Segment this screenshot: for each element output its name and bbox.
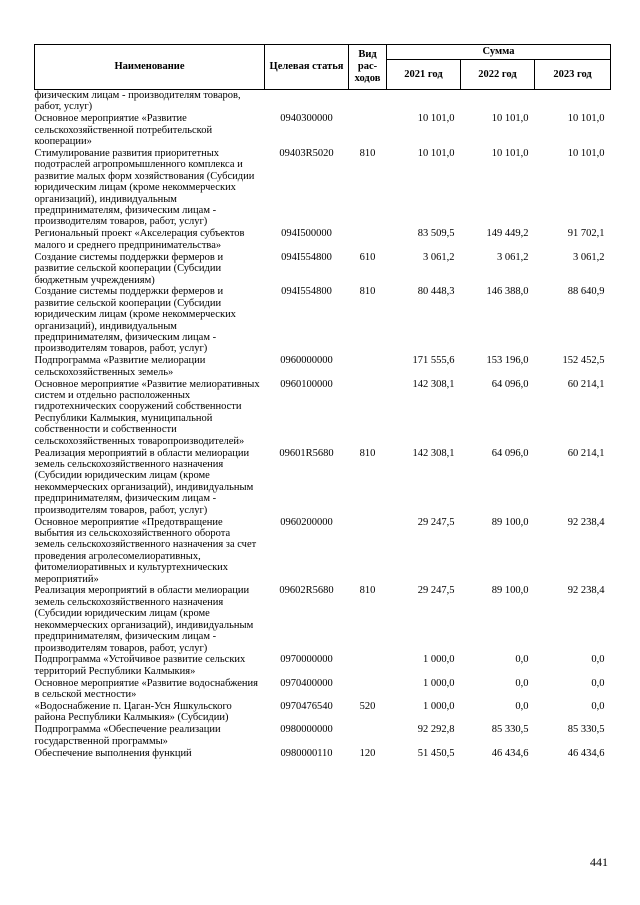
cell-2022: 0,0 xyxy=(515,677,529,689)
cell-name: Стимулирование развития приоритетных подотраслей агропромышленного комплекса и развитие малых форм хозяйствования (Субсидии юридическим лицам (кроме некоммерческих организаций), индивидуальным предпринимателям, физическим лицам - производителям товаров, работ, услуг) xyxy=(34,148,255,228)
cell-2022: 89 100,0 xyxy=(491,585,529,597)
cell-2023: 152 452,5 xyxy=(562,355,605,367)
cell-2021: 171 555,6 xyxy=(412,355,455,367)
cell-2021: 142 308,1 xyxy=(412,378,455,390)
cell-2021: 83 509,5 xyxy=(417,228,455,240)
cell-expense-type xyxy=(349,355,387,378)
cell-name: Создание системы поддержки фермеров и развитие сельской кооперации (Субсидии бюджетным учреждениям) xyxy=(34,251,224,286)
header-2023: 2023 год xyxy=(535,60,611,90)
cell-2022 xyxy=(461,90,535,114)
page-number: 441 xyxy=(590,855,608,869)
cell-code: 0960200000 xyxy=(280,516,333,528)
cell-2022: 10 101,0 xyxy=(491,148,529,160)
cell-expense-type: 810 xyxy=(359,585,376,597)
cell-2021: 29 247,5 xyxy=(417,516,455,528)
table-row xyxy=(35,90,611,114)
cell-name: Основное мероприятие «Развитие мелиоративных систем и отдельно расположенных гидротехнических сооружений собственности Республики Калмыкия, муниципальной собственности и собственности сельскохозяйственных товаропроизводителей» xyxy=(34,378,260,447)
cell-2023: 10 101,0 xyxy=(567,148,605,160)
cell-2022: 153 196,0 xyxy=(486,355,529,367)
table-row xyxy=(35,585,611,654)
cell-2021: 142 308,1 xyxy=(412,447,455,459)
cell-expense-type xyxy=(349,678,387,701)
cell-2022: 10 101,0 xyxy=(491,113,529,125)
cell-name: Реализация мероприятий в области мелиорации земель сельскохозяйственного назначения (Субсидии юридическим лицам (кроме некоммерческих организаций), индивидуальным предпринимателям, физическим лицам - производителям товаров, работ, услуг) xyxy=(34,447,254,516)
cell-2023: 60 214,1 xyxy=(567,378,605,390)
cell-code: 0970000000 xyxy=(280,654,333,666)
table-row xyxy=(35,286,611,355)
cell-2022: 146 388,0 xyxy=(486,286,529,298)
cell-code: 094I554800 xyxy=(281,251,332,263)
cell-2021: 1 000,0 xyxy=(423,654,455,666)
cell-expense-type: 810 xyxy=(359,286,376,298)
cell-expense-type: 610 xyxy=(359,251,376,263)
cell-name: Создание системы поддержки фермеров и развитие сельской кооперации (Субсидии юридическим лицам (кроме некоммерческих организаций), индивидуальным предпринимателям, физическим лицам - производителям товаров, работ, услуг) xyxy=(34,286,236,355)
cell-expense-type: 120 xyxy=(359,747,376,759)
table-row xyxy=(35,517,611,586)
table-body xyxy=(35,90,611,760)
cell-expense-type xyxy=(349,228,387,251)
cell-2022: 3 061,2 xyxy=(497,251,529,263)
cell-2023: 92 238,4 xyxy=(567,585,605,597)
cell-expense-type xyxy=(349,654,387,677)
cell-name: Основное мероприятие «Развитие сельскохозяйственной потребительской кооперации» xyxy=(34,113,213,148)
cell-2022: 85 330,5 xyxy=(491,724,529,736)
cell-code: 0940300000 xyxy=(280,113,333,125)
cell-name: Обеспечение выполнения функций xyxy=(34,747,192,759)
cell-2023: 10 101,0 xyxy=(567,113,605,125)
cell-name: Подпрограмма «Устойчивое развитие сельских территорий Республики Калмыкия» xyxy=(34,654,246,677)
cell-code: 0980000110 xyxy=(280,747,333,759)
cell-code: 0970400000 xyxy=(280,677,333,689)
cell-2022: 46 434,6 xyxy=(491,747,529,759)
table-row xyxy=(35,654,611,677)
budget-table-page xyxy=(34,44,610,760)
cell-2023: 0,0 xyxy=(591,677,605,689)
table-row xyxy=(35,355,611,378)
cell-expense-type: 810 xyxy=(359,447,376,459)
table-row xyxy=(35,748,611,760)
cell-2023 xyxy=(535,90,611,114)
table-row xyxy=(35,113,611,148)
table-row xyxy=(35,379,611,448)
cell-name: Подпрограмма «Обеспечение реализации государственной программы» xyxy=(34,724,221,747)
cell-2021: 29 247,5 xyxy=(417,585,455,597)
cell-expense-type xyxy=(349,90,387,114)
cell-name: Реализация мероприятий в области мелиорации земель сельскохозяйственного назначения (Субсидии юридическим лицам (кроме некоммерческих организаций), индивидуальным предпринимателям, физическим лицам - производителям товаров, работ, услуг) xyxy=(34,585,254,654)
cell-code: 09602R5680 xyxy=(279,585,334,597)
cell-name: Основное мероприятие «Предотвращение выбытия из сельскохозяйственного оборота земель сельскохозяйственного назначения за счет проведения агролесомелиоративных, фитомелиоративных и культуртехнических мероприятий» xyxy=(34,516,257,585)
cell-expense-type: 810 xyxy=(359,148,376,160)
header-type: Вид рас-ходов xyxy=(349,45,387,90)
cell-code: 09403R5020 xyxy=(279,148,334,160)
cell-2023: 91 702,1 xyxy=(567,228,605,240)
header-code: Целевая статья xyxy=(265,45,349,90)
header-name: Наименование xyxy=(35,45,265,90)
cell-2022: 0,0 xyxy=(515,701,529,713)
cell-2022: 149 449,2 xyxy=(486,228,529,240)
cell-name: Подпрограмма «Развитие мелиорации сельскохозяйственных земель» xyxy=(34,355,206,378)
cell-2021: 1 000,0 xyxy=(423,701,455,713)
header-2021: 2021 год xyxy=(387,60,461,90)
cell-2022: 89 100,0 xyxy=(491,516,529,528)
cell-2023: 60 214,1 xyxy=(567,447,605,459)
cell-2021: 92 292,8 xyxy=(417,724,455,736)
cell-2021: 10 101,0 xyxy=(417,113,455,125)
cell-2023: 0,0 xyxy=(591,701,605,713)
cell-name: Региональный проект «Акселерация субъектов малого и среднего предпринимательства» xyxy=(34,228,245,251)
cell-2023: 0,0 xyxy=(591,654,605,666)
cell-2021: 1 000,0 xyxy=(423,677,455,689)
cell-code: 094I554800 xyxy=(281,286,332,298)
cell-code: 0980000000 xyxy=(280,724,333,736)
cell-2021: 51 450,5 xyxy=(417,747,455,759)
table-row xyxy=(35,678,611,701)
table-row xyxy=(35,148,611,228)
cell-2023: 3 061,2 xyxy=(573,251,605,263)
table-row xyxy=(35,701,611,724)
cell-expense-type xyxy=(349,113,387,148)
table-row xyxy=(35,252,611,287)
cell-code: 094I500000 xyxy=(281,228,332,240)
cell-code: 09601R5680 xyxy=(279,447,334,459)
cell-code: 0960000000 xyxy=(280,355,333,367)
cell-2022: 64 096,0 xyxy=(491,378,529,390)
cell-code: 0960100000 xyxy=(280,378,333,390)
cell-2023: 88 640,9 xyxy=(567,286,605,298)
cell-2021: 3 061,2 xyxy=(423,251,455,263)
table-header xyxy=(35,45,611,90)
cell-code: 0970476540 xyxy=(280,701,333,713)
table-row xyxy=(35,724,611,747)
header-2022: 2022 год xyxy=(461,60,535,90)
cell-2023: 92 238,4 xyxy=(567,516,605,528)
cell-expense-type xyxy=(349,379,387,448)
cell-code xyxy=(265,90,349,114)
cell-name: Основное мероприятие «Развитие водоснабжения в сельской местности» xyxy=(34,677,258,701)
cell-name: физическим лицам - производителям товаров, работ, услуг) xyxy=(34,90,241,113)
cell-expense-type xyxy=(349,724,387,747)
cell-expense-type: 520 xyxy=(359,701,376,713)
cell-2021 xyxy=(387,90,461,114)
cell-name: «Водоснабжение п. Цаган-Усн Яшкульского района Республики Калмыкия» (Субсидии) xyxy=(34,701,232,724)
budget-table xyxy=(34,44,611,760)
cell-2022: 64 096,0 xyxy=(491,447,529,459)
cell-2021: 80 448,3 xyxy=(417,286,455,298)
cell-2023: 85 330,5 xyxy=(567,724,605,736)
cell-expense-type xyxy=(349,517,387,586)
table-row xyxy=(35,228,611,251)
cell-2021: 10 101,0 xyxy=(417,148,455,160)
cell-2023: 46 434,6 xyxy=(567,747,605,759)
header-sum: Сумма xyxy=(387,45,611,60)
table-row xyxy=(35,448,611,517)
cell-2022: 0,0 xyxy=(515,654,529,666)
